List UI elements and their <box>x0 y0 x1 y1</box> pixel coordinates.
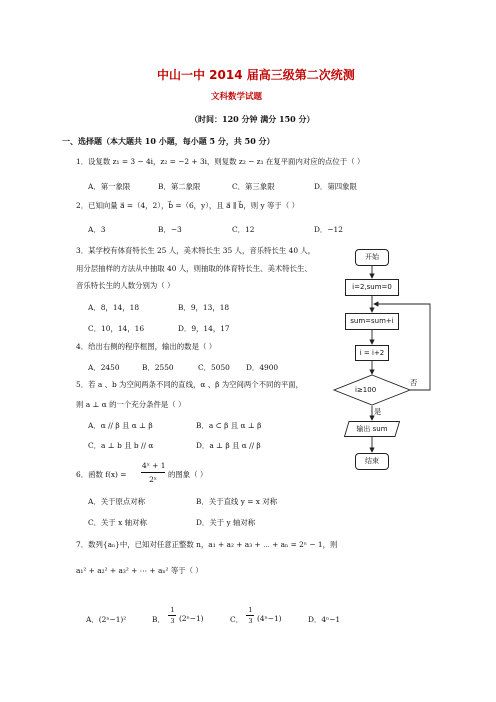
q6-fraction-numerator: 4ˣ + 1 <box>142 461 166 470</box>
q7-option-c-frac-num: 1 <box>248 606 253 614</box>
q7-option-c-rest: (4ⁿ−1) <box>257 614 282 623</box>
question-5-line2: 则 a ⊥ α 的一个充分条件是（ ） <box>76 400 186 409</box>
q7-option-c-label: C． <box>230 615 244 624</box>
flowchart-start: 开始 <box>355 249 389 266</box>
question-1: 1．设复数 z₁ = 3 − 4i，z₂ = −2 + 3i，则复数 z₂ − z₁ 在复平面内对应的点位于（ ） <box>76 157 365 166</box>
q4-option-a: A．2450 <box>88 363 120 372</box>
flowchart-condition: i≥100 <box>355 386 377 394</box>
q7-option-d: D．4ⁿ−1 <box>308 615 341 624</box>
flowchart-output <box>344 421 400 437</box>
q6-option-b: B．关于直线 y = x 对称 <box>196 497 278 506</box>
q5-option-b: B．a ⊂ β 且 α ⊥ β <box>196 421 262 430</box>
q2-option-a: A．3 <box>88 225 106 234</box>
question-3-line1: 3．某学校有体育特长生 25 人，美术特长生 35 人，音乐特长生 40 人， <box>76 246 316 255</box>
q7-option-a: A．(2ⁿ−1)² <box>86 615 127 624</box>
q4-option-b: B．2550 <box>142 363 174 372</box>
q1-option-d: D．第四象限 <box>314 182 357 191</box>
q5-option-d: D．a ⊥ β 且 α // β <box>196 441 261 450</box>
question-3-line2: 用分层抽样的方法从中抽取 40 人，则抽取的体育特长生、美术特长生、 <box>76 264 312 273</box>
question-4: 4．给出右侧的程序框图，输出的数是（ ） <box>76 342 217 351</box>
q2-option-c: C．12 <box>232 225 255 234</box>
q1-option-a: A．第一象限 <box>88 182 131 191</box>
question-2: 2．已知向量 a⃗ =（4，2），b⃗ =（6，y），且 a⃗ ∥ b⃗，则 y 等于（ ） <box>76 201 299 210</box>
flowchart-increment: i = i+2 <box>355 345 389 361</box>
q3-option-c: C．10，14，16 <box>88 324 145 333</box>
flowchart-yes-label: 是 <box>374 407 382 416</box>
q4-option-d: D．4900 <box>246 363 279 372</box>
exam-title: 中山一中 2014 届高三级第二次统测 <box>157 68 355 82</box>
q5-option-a: A．α // β 且 α ⊥ β <box>88 421 153 430</box>
q3-option-a: A．8，14，18 <box>88 303 140 312</box>
q6-option-c: C．关于 x 轴对称 <box>88 518 147 527</box>
q7-option-c-frac-den: 3 <box>248 617 253 625</box>
q1-option-b: B．第二象限 <box>158 182 201 191</box>
flowchart-end: 结束 <box>355 453 389 470</box>
q6-fraction-denominator: 2ˣ <box>149 475 157 484</box>
section-heading: 一、选择题（本大题共 10 小题，每小题 5 分，共 50 分） <box>62 136 275 146</box>
question-7-line2: a₁² + a₂² + a₃² + ⋯ + aₙ² 等于（ ） <box>76 566 203 575</box>
question-5-line1: 5．若 a 、b 为空间两条不同的直线，α 、β 为空间两个不同的平面， <box>76 380 304 389</box>
flowchart-init: i=2,sum=0 <box>345 279 399 296</box>
q2-option-d: D．−12 <box>314 225 343 234</box>
q5-option-c: C．a ⊥ b 且 b // α <box>88 441 154 450</box>
question-6-prefix: 6．函数 f(x) = <box>76 470 127 479</box>
q7-option-b-frac-den: 3 <box>170 617 175 625</box>
flowchart-sum-step: sum=sum+i <box>345 313 399 330</box>
flowchart-no-label: 否 <box>410 378 418 387</box>
q3-option-d: D．9，14，17 <box>178 324 230 333</box>
q7-option-b-rest: (2ⁿ−1) <box>179 614 204 623</box>
q1-option-c: C．第三象限 <box>232 182 275 191</box>
q6-option-d: D．关于 y 轴对称 <box>196 518 256 527</box>
flowchart-output-label: 输出 sum <box>356 425 388 433</box>
time-info: （时间：120 分钟 满分 150 分） <box>190 114 315 124</box>
q2-option-b: B．−3 <box>158 225 182 234</box>
question-6-suffix: 的图象（ ） <box>168 470 208 479</box>
q7-option-b-frac-num: 1 <box>170 606 175 614</box>
question-3-line3: 音乐特长生的人数分别为（ ） <box>76 281 175 290</box>
q3-option-b: B．9，13，18 <box>178 303 230 312</box>
q7-option-b-label: B． <box>152 615 165 624</box>
question-7-line1: 7．数列{aₙ}中，已知对任意正整数 n，a₁ + a₂ + a₃ + ⋯ + aₙ = 2ⁿ − 1，则 <box>76 540 338 549</box>
q4-option-c: C．5050 <box>198 363 230 372</box>
q6-option-a: A．关于原点对称 <box>88 497 146 506</box>
exam-subtitle: 文科数学试题 <box>211 92 263 102</box>
